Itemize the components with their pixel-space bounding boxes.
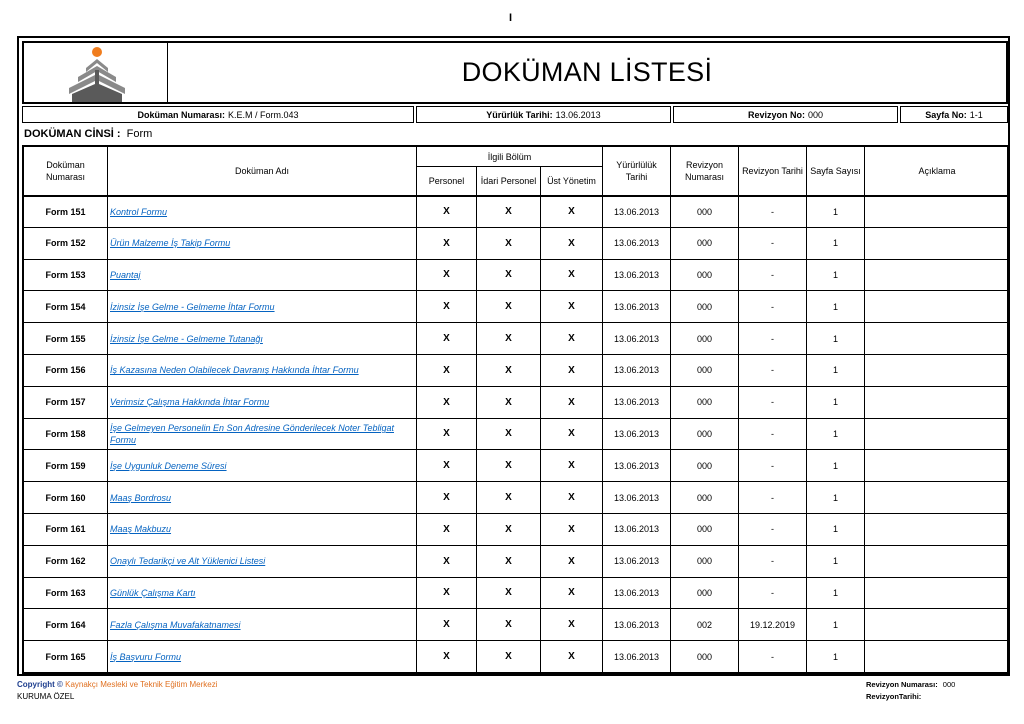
- doc-name-link[interactable]: Verimsiz Çalışma Hakkında İhtar Formu: [110, 397, 270, 408]
- top-management-mark: X: [541, 227, 603, 259]
- personnel-mark: X: [417, 259, 477, 291]
- revision-date-cell: -: [739, 227, 807, 259]
- admin-personnel-mark: X: [477, 386, 541, 418]
- revision-no-cell: 000: [671, 291, 739, 323]
- revision-no-cell: 000: [671, 641, 739, 673]
- page-count-cell: 1: [807, 418, 865, 450]
- personnel-mark: X: [417, 482, 477, 514]
- admin-personnel-mark: X: [477, 545, 541, 577]
- note-cell: [865, 418, 1010, 450]
- page-count-cell: 1: [807, 386, 865, 418]
- top-management-mark: X: [541, 641, 603, 673]
- doc-number-cell: Form 156: [24, 354, 108, 386]
- note-cell: [865, 196, 1010, 228]
- table-row: [24, 609, 1010, 641]
- table-row: [24, 545, 1010, 577]
- admin-personnel-mark: X: [477, 609, 541, 641]
- doc-name-link[interactable]: İşe Gelmeyen Personelin En Son Adresine Gönderilecek Noter Tebligat Formu: [110, 422, 394, 445]
- personnel-mark: X: [417, 323, 477, 355]
- col-header-revision-no: Revizyon Numarası: [671, 147, 739, 196]
- revision-no-cell: 000: [671, 418, 739, 450]
- page-count-cell: 1: [807, 482, 865, 514]
- page-count-cell: 1: [807, 641, 865, 673]
- note-cell: [865, 386, 1010, 418]
- document-frame: [17, 36, 1010, 676]
- note-cell: [865, 513, 1010, 545]
- personnel-mark: X: [417, 545, 477, 577]
- revision-no-cell: 000: [671, 354, 739, 386]
- doc-number-cell: Form 165: [24, 641, 108, 673]
- table-row: [24, 386, 1010, 418]
- footer-rev-no-label: Revizyon Numarası:: [866, 680, 938, 689]
- admin-personnel-mark: X: [477, 482, 541, 514]
- effective-date-cell: 13.06.2013: [603, 323, 671, 355]
- doc-name-link[interactable]: Puantaj: [110, 269, 141, 280]
- revision-date-cell: -: [739, 196, 807, 228]
- revision-date-cell: -: [739, 513, 807, 545]
- revision-no-cell: 000: [671, 386, 739, 418]
- effective-date-cell: 13.06.2013: [603, 291, 671, 323]
- footer-left: [17, 679, 217, 703]
- doc-number-cell: Form 161: [24, 513, 108, 545]
- personnel-mark: X: [417, 196, 477, 228]
- doc-name-link[interactable]: Onaylı Tedarikçi ve Alt Yüklenici Listesi: [110, 556, 266, 567]
- personnel-mark: X: [417, 386, 477, 418]
- revision-number-label: Revizyon No:: [747, 109, 805, 120]
- page-count-cell: 1: [807, 196, 865, 228]
- revision-date-cell: -: [739, 641, 807, 673]
- admin-personnel-mark: X: [477, 577, 541, 609]
- doc-name-link[interactable]: İş Başvuru Formu: [110, 651, 182, 662]
- institution-logo-icon: [64, 46, 130, 104]
- note-cell: [865, 354, 1010, 386]
- doc-number-label: Doküman Numarası:: [137, 109, 225, 120]
- top-management-mark: X: [541, 259, 603, 291]
- top-management-mark: X: [541, 609, 603, 641]
- col-header-top-management: Üst Yönetim: [541, 167, 603, 196]
- doc-name-link[interactable]: Günlük Çalışma Kartı: [110, 587, 196, 598]
- doc-number-cell: Form 152: [24, 227, 108, 259]
- table-row: [24, 450, 1010, 482]
- page-count-cell: 1: [807, 323, 865, 355]
- document-type-value: Form: [126, 128, 153, 140]
- revision-date-cell: -: [739, 259, 807, 291]
- doc-number-cell: Form 153: [24, 259, 108, 291]
- revision-date-cell: 19.12.2019: [739, 609, 807, 641]
- effective-date-cell: 13.06.2013: [603, 386, 671, 418]
- personnel-mark: X: [417, 513, 477, 545]
- top-management-mark: X: [541, 450, 603, 482]
- table-row: [24, 291, 1010, 323]
- doc-name-link[interactable]: Fazla Çalışma Muvafakatnamesi: [110, 619, 241, 630]
- doc-name-link[interactable]: İş Kazasına Neden Olabilecek Davranış Hakkında İhtar Formu: [110, 365, 359, 376]
- revision-date-cell: -: [739, 291, 807, 323]
- col-header-doc-name: Doküman Adı: [108, 147, 417, 196]
- table-row: [24, 323, 1010, 355]
- admin-personnel-mark: X: [477, 291, 541, 323]
- table-row: [24, 482, 1010, 514]
- page-count-cell: 1: [807, 291, 865, 323]
- top-management-mark: X: [541, 545, 603, 577]
- revision-date-cell: -: [739, 482, 807, 514]
- revision-date-cell: -: [739, 323, 807, 355]
- top-management-mark: X: [541, 418, 603, 450]
- classification-label: KURUMA ÖZEL: [17, 692, 75, 701]
- revision-number-box: [673, 106, 898, 123]
- footer-rev-date-label: RevizyonTarihi:: [866, 692, 922, 701]
- top-management-mark: X: [541, 386, 603, 418]
- doc-name-link[interactable]: Maaş Makbuzu: [110, 524, 172, 535]
- revision-no-cell: 000: [671, 323, 739, 355]
- doc-name-link[interactable]: Kontrol Formu: [110, 206, 168, 217]
- document-title: DOKÜMAN LİSTESİ: [461, 57, 713, 87]
- note-cell: [865, 609, 1010, 641]
- note-cell: [865, 482, 1010, 514]
- col-header-department: İlgili Bölüm: [417, 147, 603, 167]
- doc-number-cell: Form 151: [24, 196, 108, 228]
- note-cell: [865, 227, 1010, 259]
- revision-no-cell: 000: [671, 450, 739, 482]
- revision-no-cell: 000: [671, 577, 739, 609]
- table-row: [24, 227, 1010, 259]
- doc-number-cell: Form 163: [24, 577, 108, 609]
- doc-number-box: [22, 106, 414, 123]
- revision-no-cell: 000: [671, 227, 739, 259]
- table-row: [24, 418, 1010, 450]
- document-type: [24, 128, 152, 140]
- top-management-mark: X: [541, 482, 603, 514]
- col-header-note: Açıklama: [865, 147, 1010, 196]
- effective-date-cell: 13.06.2013: [603, 227, 671, 259]
- revision-date-cell: -: [739, 577, 807, 609]
- doc-number-cell: Form 160: [24, 482, 108, 514]
- doc-number-cell: Form 154: [24, 291, 108, 323]
- personnel-mark: X: [417, 577, 477, 609]
- page-count-cell: 1: [807, 450, 865, 482]
- admin-personnel-mark: X: [477, 418, 541, 450]
- footer-right: [866, 679, 955, 703]
- page-number-label: Sayfa No:: [925, 109, 967, 120]
- effective-date-cell: 13.06.2013: [603, 609, 671, 641]
- doc-number-value: K.E.M / Form.043: [228, 109, 299, 120]
- effective-date-cell: 13.06.2013: [603, 641, 671, 673]
- admin-personnel-mark: X: [477, 196, 541, 228]
- effective-date-cell: 13.06.2013: [603, 450, 671, 482]
- table-row: [24, 641, 1010, 673]
- revision-number-value: 000: [807, 109, 824, 120]
- personnel-mark: X: [417, 418, 477, 450]
- col-header-effective-date: Yürürlülük Tarihi: [603, 147, 671, 196]
- revision-date-cell: -: [739, 386, 807, 418]
- note-cell: [865, 545, 1010, 577]
- revision-date-cell: -: [739, 354, 807, 386]
- personnel-mark: X: [417, 450, 477, 482]
- page-count-cell: 1: [807, 577, 865, 609]
- note-cell: [865, 450, 1010, 482]
- revision-no-cell: 000: [671, 545, 739, 577]
- effective-date-cell: 13.06.2013: [603, 577, 671, 609]
- admin-personnel-mark: X: [477, 354, 541, 386]
- table-row: [24, 259, 1010, 291]
- effective-date-cell: 13.06.2013: [603, 418, 671, 450]
- note-cell: [865, 259, 1010, 291]
- effective-date-cell: 13.06.2013: [603, 259, 671, 291]
- effective-date-cell: 13.06.2013: [603, 354, 671, 386]
- doc-name-link[interactable]: İzinsiz İşe Gelme - Gelmeme Tutanağı: [110, 333, 263, 344]
- document-info-row: [22, 106, 1008, 123]
- document-type-label: DOKÜMAN CİNSİ :: [24, 128, 121, 140]
- note-cell: [865, 291, 1010, 323]
- effective-date-value: 13.06.2013: [555, 109, 601, 120]
- admin-personnel-mark: X: [477, 641, 541, 673]
- doc-number-cell: Form 157: [24, 386, 108, 418]
- effective-date-cell: 13.06.2013: [603, 545, 671, 577]
- page-count-cell: 1: [807, 609, 865, 641]
- admin-personnel-mark: X: [477, 450, 541, 482]
- effective-date-cell: 13.06.2013: [603, 196, 671, 228]
- top-management-mark: X: [541, 354, 603, 386]
- revision-date-cell: -: [739, 418, 807, 450]
- page-count-cell: 1: [807, 354, 865, 386]
- col-header-page-count: Sayfa Sayısı: [807, 147, 865, 196]
- note-cell: [865, 641, 1010, 673]
- top-management-mark: X: [541, 323, 603, 355]
- col-header-doc-no: Doküman Numarası: [24, 147, 108, 196]
- admin-personnel-mark: X: [477, 259, 541, 291]
- doc-name-link[interactable]: İşe Uygunluk Deneme Süresi: [110, 460, 227, 471]
- doc-number-cell: Form 159: [24, 450, 108, 482]
- doc-name-link[interactable]: Ürün Malzeme İş Takip Formu: [110, 238, 231, 249]
- page-count-cell: 1: [807, 513, 865, 545]
- personnel-mark: X: [417, 609, 477, 641]
- revision-no-cell: 000: [671, 513, 739, 545]
- logo-cell: [24, 43, 168, 102]
- page-count-cell: 1: [807, 259, 865, 291]
- page-number-value: 1-1: [969, 109, 983, 120]
- table-row: [24, 354, 1010, 386]
- effective-date-cell: 13.06.2013: [603, 513, 671, 545]
- personnel-mark: X: [417, 227, 477, 259]
- personnel-mark: X: [417, 641, 477, 673]
- effective-date-box: [416, 106, 671, 123]
- organization-name: Kaynakçı Mesleki ve Teknik Eğitim Merkezi: [65, 680, 218, 689]
- doc-name-link[interactable]: Maaş Bordrosu: [110, 492, 172, 503]
- page-marker: I: [509, 12, 513, 24]
- revision-no-cell: 000: [671, 196, 739, 228]
- note-cell: [865, 323, 1010, 355]
- col-header-personnel: Personel: [417, 167, 477, 196]
- top-management-mark: X: [541, 577, 603, 609]
- document-header: [22, 41, 1008, 104]
- revision-date-cell: -: [739, 450, 807, 482]
- revision-date-cell: -: [739, 545, 807, 577]
- personnel-mark: X: [417, 291, 477, 323]
- admin-personnel-mark: X: [477, 513, 541, 545]
- doc-number-cell: Form 164: [24, 609, 108, 641]
- personnel-mark: X: [417, 354, 477, 386]
- table-row: [24, 513, 1010, 545]
- admin-personnel-mark: X: [477, 227, 541, 259]
- effective-date-cell: 13.06.2013: [603, 482, 671, 514]
- col-header-revision-date: Revizyon Tarihi: [739, 147, 807, 196]
- top-management-mark: X: [541, 196, 603, 228]
- doc-number-cell: Form 158: [24, 418, 108, 450]
- document-list-table: [22, 145, 1008, 674]
- doc-number-cell: Form 162: [24, 545, 108, 577]
- footer-rev-no-value: 000: [942, 680, 956, 689]
- copyright-label: Copyright ©: [17, 680, 63, 689]
- top-management-mark: X: [541, 291, 603, 323]
- table-row: [24, 196, 1010, 228]
- col-header-admin-personnel: İdari Personel: [477, 167, 541, 196]
- page-count-cell: 1: [807, 545, 865, 577]
- doc-number-cell: Form 155: [24, 323, 108, 355]
- revision-no-cell: 002: [671, 609, 739, 641]
- admin-personnel-mark: X: [477, 323, 541, 355]
- top-management-mark: X: [541, 513, 603, 545]
- effective-date-label: Yürürlük Tarihi:: [486, 109, 553, 120]
- table-row: [24, 577, 1010, 609]
- note-cell: [865, 577, 1010, 609]
- revision-no-cell: 000: [671, 482, 739, 514]
- revision-no-cell: 000: [671, 259, 739, 291]
- doc-name-link[interactable]: İzinsiz İşe Gelme - Gelmeme İhtar Formu: [110, 301, 275, 312]
- page-count-cell: 1: [807, 227, 865, 259]
- page-number-box: [900, 106, 1008, 123]
